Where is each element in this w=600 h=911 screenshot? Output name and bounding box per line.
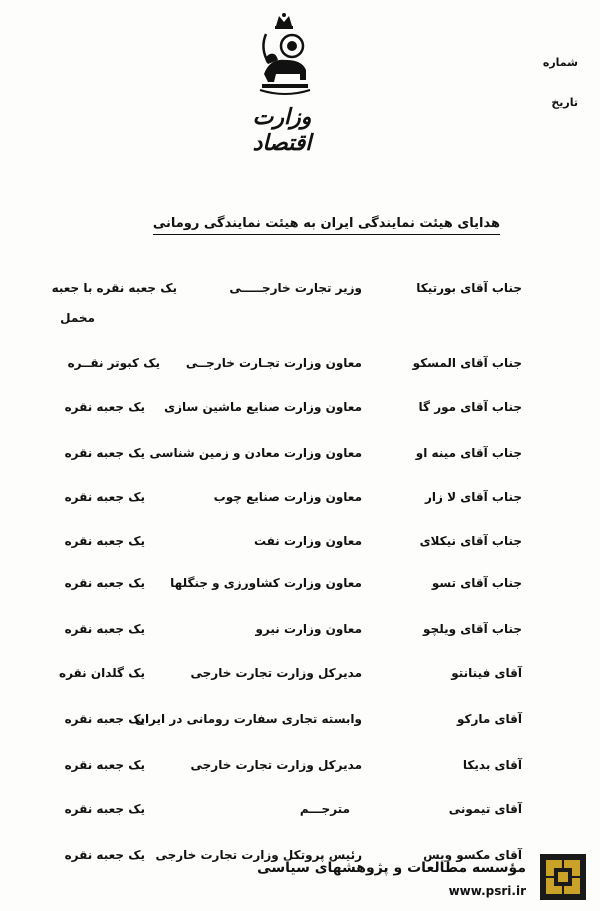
recipient-title: معاون وزارت نیرو bbox=[255, 622, 362, 636]
gift-item-continued: مخمل bbox=[60, 311, 95, 325]
recipient-title: رئیس پروتکل وزارت تجارت خارجی bbox=[155, 848, 362, 862]
recipient-title: مترجـــم bbox=[299, 802, 350, 816]
gift-item: یک کبوتر نقــره bbox=[67, 356, 160, 370]
recipient-name: جناب آقای ویلچو bbox=[423, 622, 522, 636]
gift-row bbox=[0, 490, 600, 520]
recipient-name: آقای فینانتو bbox=[451, 666, 522, 680]
ministry-name: وزارت اقتصاد bbox=[252, 104, 312, 156]
gift-row bbox=[0, 758, 600, 788]
gift-item: یک جعبه نقره bbox=[64, 534, 145, 548]
gift-row bbox=[0, 576, 600, 606]
gift-item: یک جعبه نقره با جعبه bbox=[51, 281, 177, 295]
recipient-name: جناب آقای مور گا bbox=[418, 400, 522, 414]
gift-row bbox=[0, 281, 600, 325]
recipient-name: جناب آقای مینه او bbox=[415, 446, 522, 460]
recipient-title: معاون وزارت صنایع ماشین سازی bbox=[164, 400, 362, 414]
date-label: تاریخ bbox=[551, 96, 578, 109]
gift-row bbox=[0, 400, 600, 430]
recipient-name: آقای بدیکا bbox=[462, 758, 522, 772]
recipient-title: مدیرکل وزارت تجارت خارجی bbox=[190, 666, 362, 680]
gift-row bbox=[0, 622, 600, 652]
gift-row bbox=[0, 802, 600, 832]
recipient-name: جناب آقای لا زار bbox=[425, 490, 522, 504]
number-label: شماره bbox=[542, 56, 578, 69]
recipient-name: جناب آقای المسکو bbox=[412, 356, 522, 370]
recipient-title: معاون وزارت تجـارت خارجــی bbox=[185, 356, 362, 370]
recipient-title: وابسته تجاری سفارت رومانی در ایران bbox=[134, 712, 362, 726]
document-heading: هدایای هیئت نمایندگی ایران به هیئت نمایندگی رومانی bbox=[153, 216, 500, 235]
recipient-name: جناب آقای بورتیکا bbox=[416, 281, 522, 295]
recipient-title: وزیر تجارت خارجـــــی bbox=[229, 281, 362, 295]
recipient-name: آقای تیمونی bbox=[448, 802, 522, 816]
gift-item: یک جعبه نقره bbox=[64, 400, 145, 414]
watermark-url: www.psri.ir bbox=[448, 884, 526, 898]
recipient-name: جناب آقای تسو bbox=[431, 576, 522, 590]
gift-row bbox=[0, 534, 600, 564]
gift-item: یک گلدان نقره bbox=[58, 666, 145, 680]
gift-row bbox=[0, 356, 600, 386]
recipient-title: معاون وزارت معادن و زمین شناسی bbox=[149, 446, 362, 460]
lion-and-sun-emblem-icon bbox=[252, 12, 316, 96]
gift-item: یک جعبه نقره bbox=[64, 712, 145, 726]
recipient-title: معاون وزارت کشاورزی و جنگلها bbox=[170, 576, 362, 590]
watermark-org: مؤسسه مطالعات و پژوهشهای سیاسی bbox=[257, 860, 526, 876]
gift-item: یک جعبه نقره bbox=[64, 490, 145, 504]
recipient-title: معاون وزارت نفت bbox=[253, 534, 362, 548]
gift-row bbox=[0, 712, 600, 742]
gift-item: یک جعبه نقره bbox=[64, 848, 145, 862]
gift-item: یک جعبه نقره bbox=[64, 758, 145, 772]
gift-row bbox=[0, 446, 600, 476]
gift-item: یک جعبه نقره bbox=[64, 622, 145, 636]
recipient-name: آقای مکسو ویس bbox=[423, 848, 522, 862]
recipient-title: معاون وزارت صنایع چوب bbox=[213, 490, 362, 504]
recipient-name: آقای مارکو bbox=[457, 712, 522, 726]
psri-logo-icon bbox=[540, 854, 586, 900]
recipient-name: جناب آقای نیکلای bbox=[419, 534, 522, 548]
gift-item: یک جعبه نقره bbox=[64, 576, 145, 590]
gift-item: یک جعبه نقره bbox=[64, 446, 145, 460]
gift-item: یک جعبه نقره bbox=[64, 802, 145, 816]
gift-row bbox=[0, 666, 600, 696]
recipient-title: مدیرکل وزارت تجارت خارجی bbox=[190, 758, 362, 772]
